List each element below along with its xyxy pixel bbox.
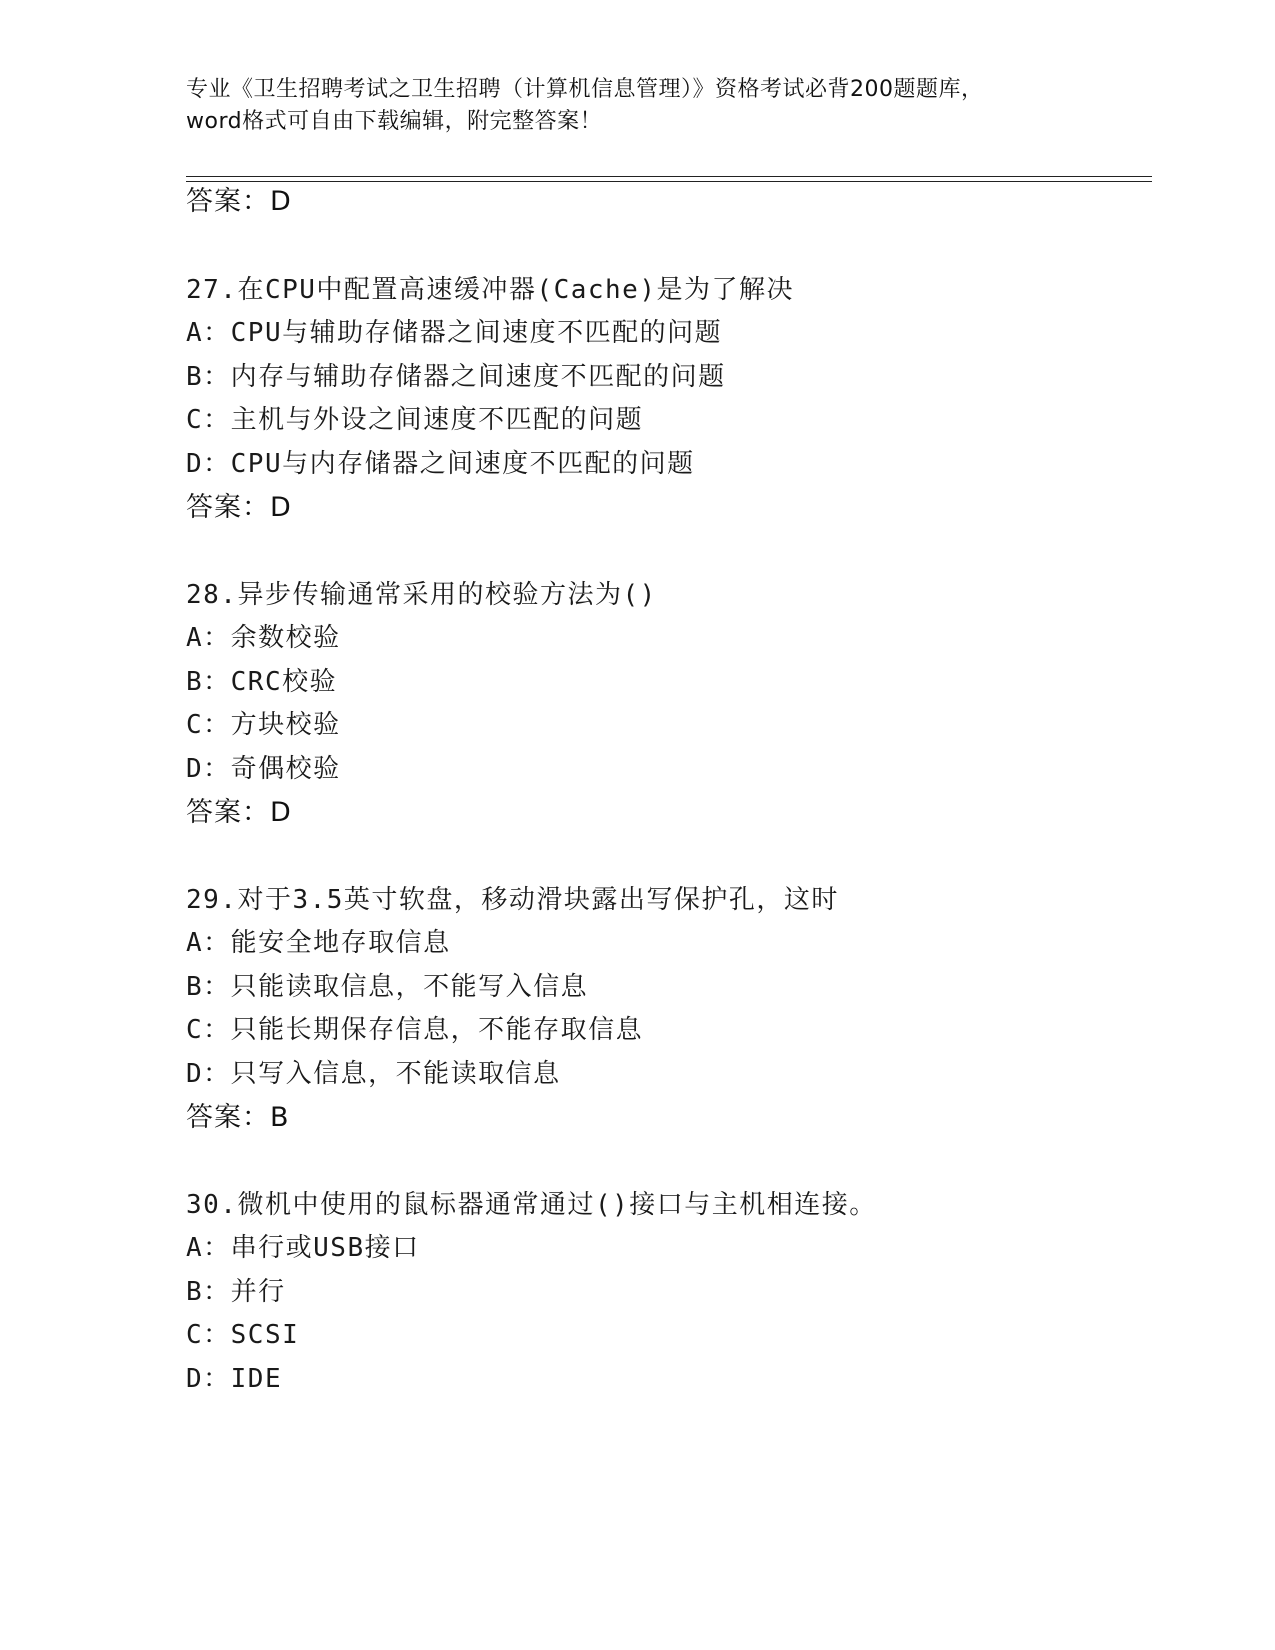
- option-b-29: B：只能读取信息，不能写入信息: [186, 972, 589, 1002]
- header-divider-bottom: [186, 181, 1152, 182]
- header-title-line-2: word格式可自由下载编辑，附完整答案！: [186, 109, 603, 134]
- answer-line-26: [186, 186, 292, 218]
- option-a-27: A：CPU与辅助存储器之间速度不匹配的问题: [186, 318, 723, 348]
- option-c-27: C：主机与外设之间速度不匹配的问题: [186, 405, 644, 435]
- option-b-30: B：并行: [186, 1277, 286, 1307]
- option-a-28: A：余数校验: [186, 623, 341, 653]
- option-c-28: C：方块校验: [186, 710, 341, 740]
- question-stem-28: 28.异步传输通常采用的校验方法为(): [186, 580, 657, 610]
- answer-line-29: [186, 1102, 290, 1134]
- option-d-27: D：CPU与内存储器之间速度不匹配的问题: [186, 449, 695, 479]
- option-d-28: D：奇偶校验: [186, 754, 341, 784]
- option-a-30: A：串行或USB接口: [186, 1233, 420, 1263]
- question-stem-30: 30.微机中使用的鼠标器通常通过()接口与主机相连接。: [186, 1190, 877, 1220]
- option-a-29: A：能安全地存取信息: [186, 928, 451, 958]
- answer-value: B: [270, 1102, 290, 1133]
- document-header: [186, 74, 1106, 138]
- question-stem-29: 29.对于3.5英寸软盘，移动滑块露出写保护孔，这时: [186, 885, 839, 915]
- answer-value: D: [270, 186, 292, 217]
- option-d-30: D：IDE: [186, 1364, 283, 1394]
- header-title-line-1: 专业《卫生招聘考试之卫生招聘（计算机信息管理）》资格考试必背200题题库，: [186, 77, 984, 102]
- answer-label: 答案：: [186, 186, 270, 217]
- answer-label: 答案：: [186, 797, 270, 828]
- option-c-29: C：只能长期保存信息，不能存取信息: [186, 1015, 644, 1045]
- answer-line-28: [186, 797, 292, 829]
- option-b-27: B：内存与辅助存储器之间速度不匹配的问题: [186, 362, 726, 392]
- answer-label: 答案：: [186, 1102, 270, 1133]
- answer-value: D: [270, 492, 292, 523]
- header-divider-top: [186, 176, 1152, 177]
- answer-label: 答案：: [186, 492, 270, 523]
- question-stem-27: 27.在CPU中配置高速缓冲器(Cache)是为了解决: [186, 275, 794, 305]
- option-c-30: C：SCSI: [186, 1320, 300, 1350]
- answer-value: D: [270, 797, 292, 828]
- option-b-28: B：CRC校验: [186, 667, 338, 697]
- option-d-29: D：只写入信息，不能读取信息: [186, 1059, 561, 1089]
- answer-line-27: [186, 492, 292, 524]
